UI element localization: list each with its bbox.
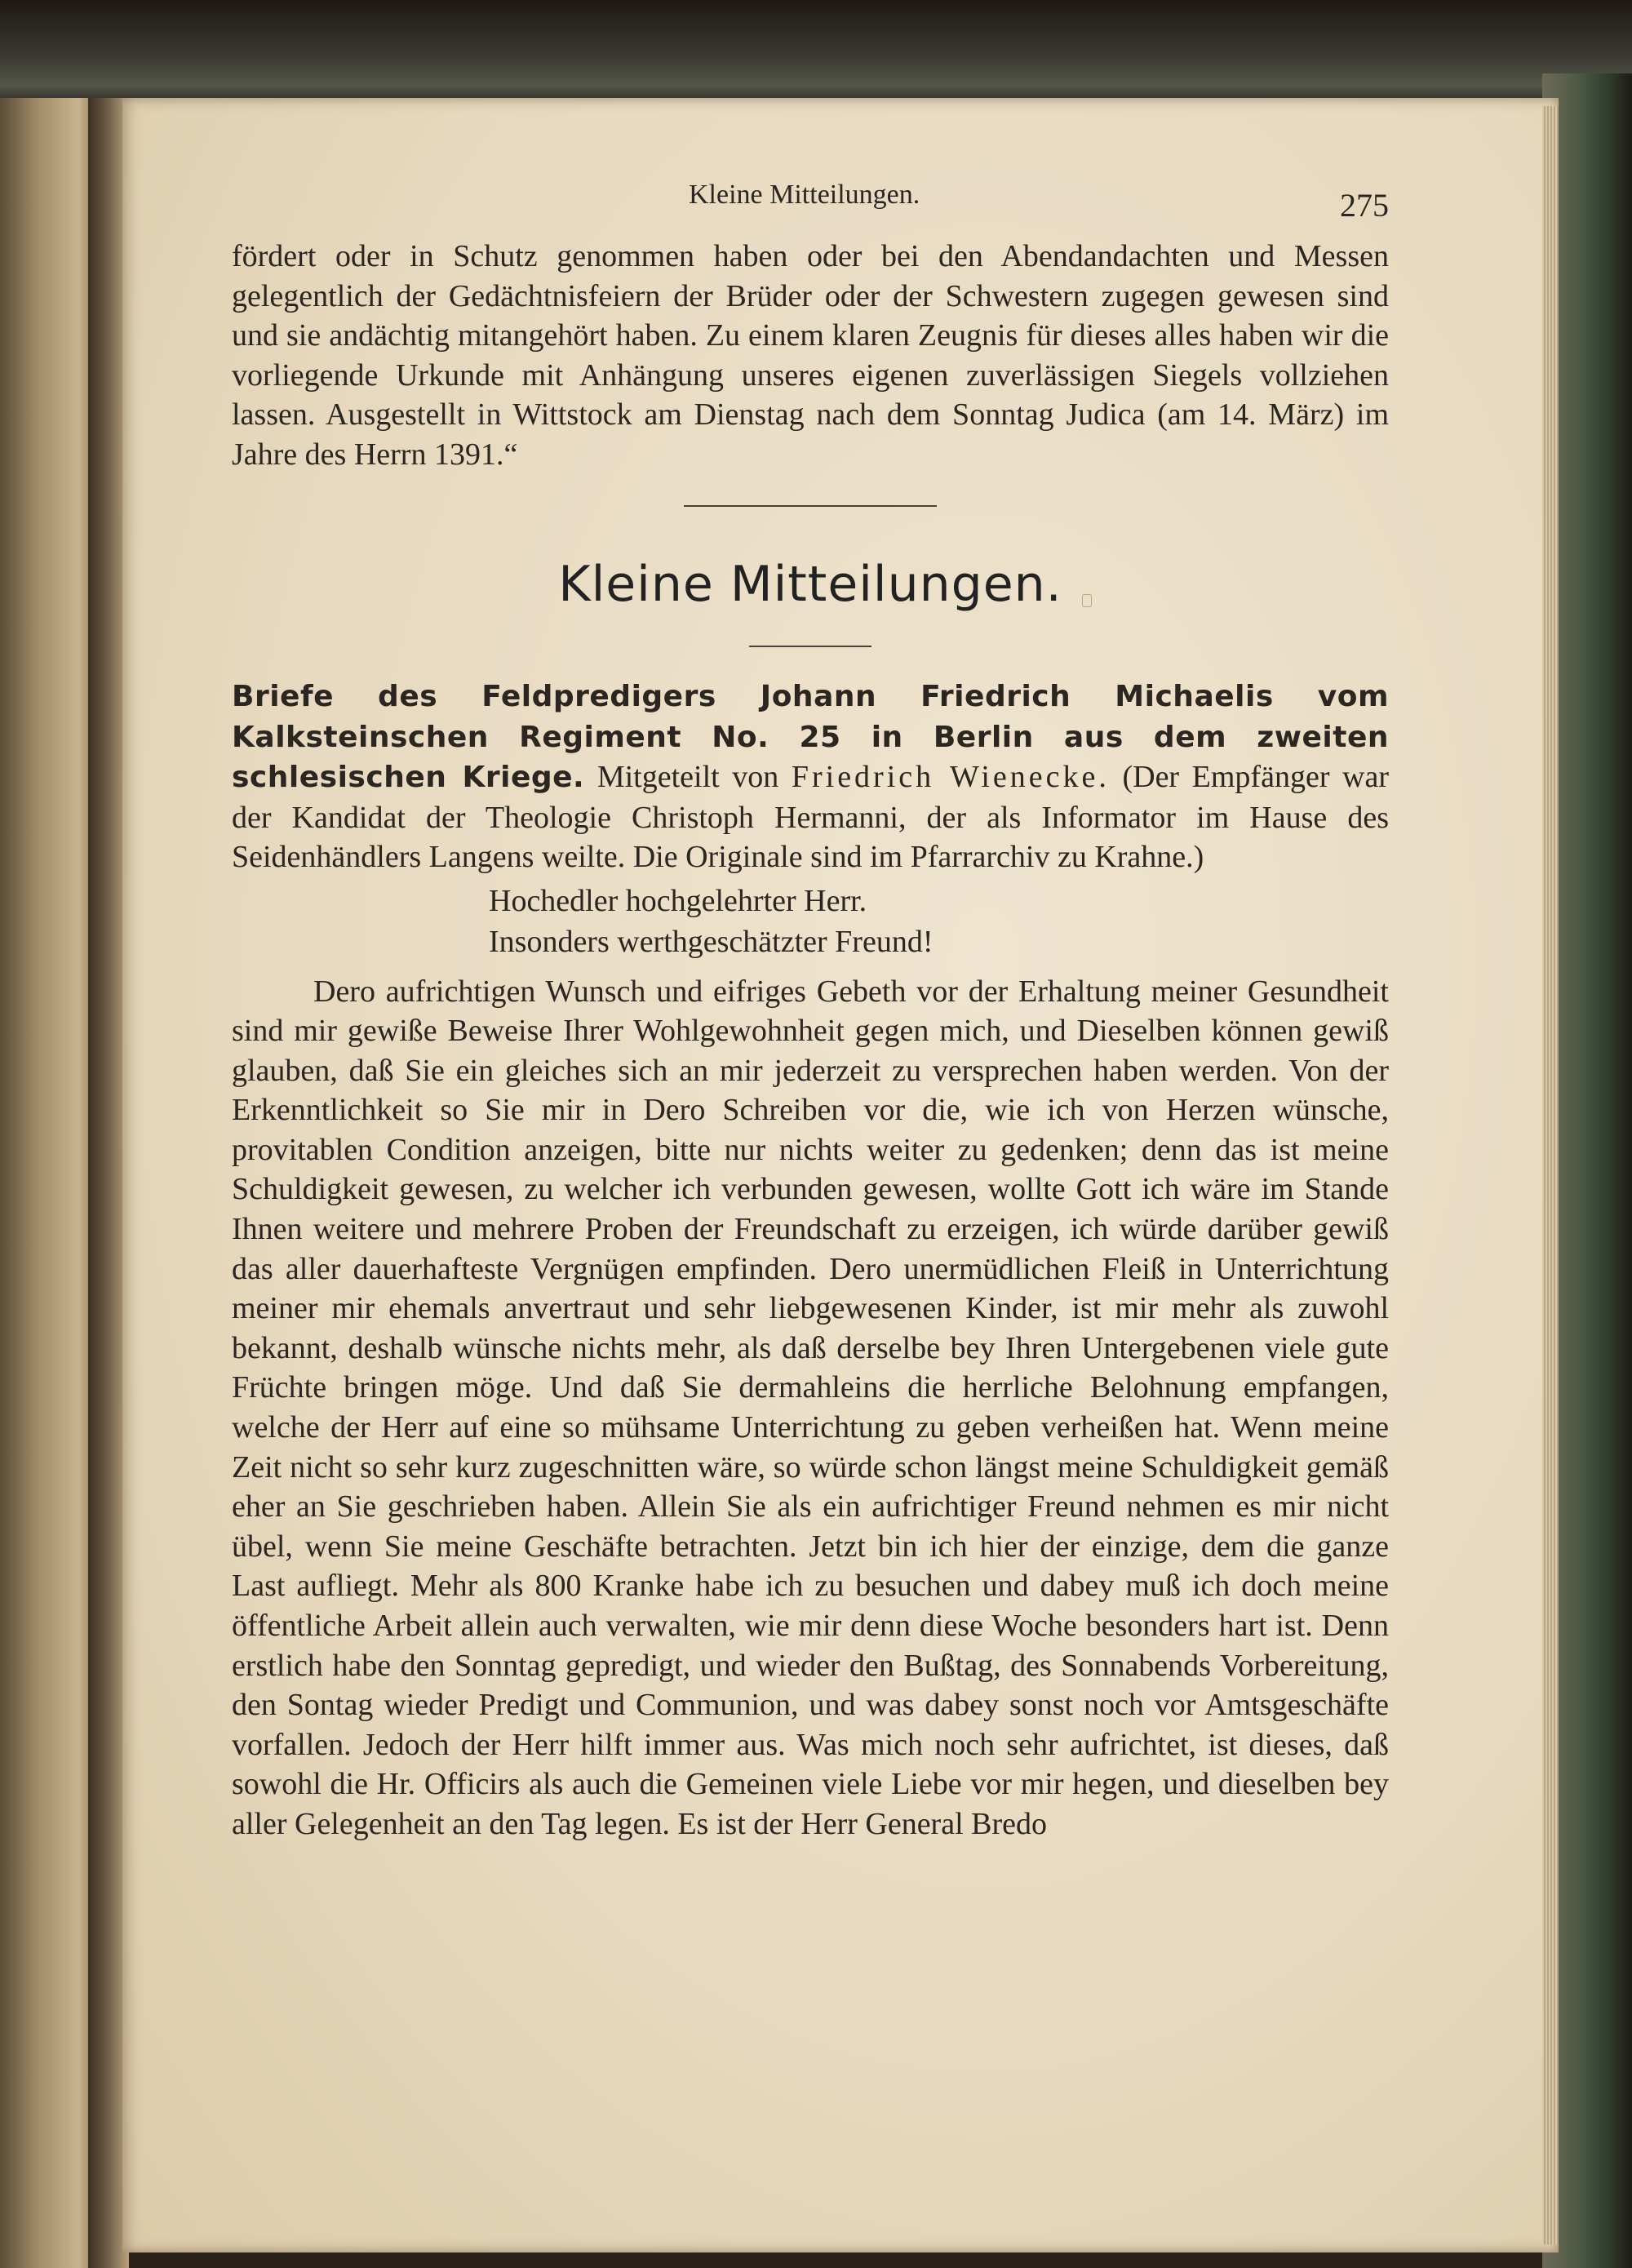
facing-page-edge [0,98,98,2268]
letter-body: Dero aufrichtigen Wunsch und eifriges Gebeth vor der Erhaltung meiner Gesundheit sind mir gewiße Beweise Ihrer Wohlgewohnheit gegen mich, und Dieselben können gewiß glauben, daß Sie ein gleiches sich an mir jederzeit zu versprechen haben werden. Von der Erkenntlichkeit so Sie mir in Dero Schreiben vor die, wie ich von Herzen wünsche, provitablen Condition anzeigen, bitte nur nichts weiter zu gedenken; denn das ist meine Schuldigkeit gewesen, zu welcher ich verbunden gewesen, wollte Gott ich wäre im Stande Ihnen weitere und mehrere Proben der Freundschaft zu erzeigen, ich würde darüber gewiß das aller dauerhafteste Vergnügen empfinden. Dero unermüdlichen Fleiß in Unterrichtung meiner mir ehemals anvertraut und sehr liebgewesenen Kinder, ist mir mehr als zuwohl bekannt, deshalb wünsche nichts mehr, als daß derselbe bey Ihren Untergebenen viele gute Früchte bringen möge. Und daß Sie dermahleins die herrliche Belohnung empfangen, welche der Herr auf eine so mühsame Unterrichtung zu geben verheißen hat. Wenn meine Zeit nicht so sehr kurz zugeschnitten wäre, so würde schon längst meine Schuldigkeit gemäß eher an Sie geschrieben haben. Allein Sie als ein aufrichtiger Freund nehmen es mir nicht übel, wenn Sie meine Geschäfte betrachten. Jetzt bin ich hier der einzige, dem die ganze Last aufliegt. Mehr als 800 Kranke habe ich zu besuchen und dabey muß ich doch meine öffentliche Arbeit allein auch verwalten, wie mir denn diese Woche besonders hart ist. Denn erstlich habe den Sonntag gepredigt, und wieder den Bußtag, des Sonnabends Vorbereitung, den Sontag wieder Predigt und Communion, und was dabey sonst noch vor Amtsgeschäfte vorfallen. Jedoch der Herr hilft immer aus. Was mich noch sehr aufrichtet, ist dieses, daß sowohl die Hr. Officirs als auch die Gemeinen viele Liebe vor mir hegen, und dieselben bey aller Gelegenheit an den Tag legen. Es ist der Herr General Bredo [232,974,1389,1841]
salutation-line-1: Hochedler hochgelehrter Herr. [489,883,867,918]
article-note: (Der Empfänger war der Kandidat der Theologie Christoph Hermanni, der als Informator im Hause des Seidenhändlers Langens weilte. Die Originale sind im Pfarrarchiv zu Krahne.) [232,760,1390,874]
article-intro [232,677,1389,877]
page-number: 275 [1340,187,1389,224]
salutation-line-2: Insonders werthgeschätzter Freund! [489,924,934,959]
communicated-by: Mitgeteilt von [596,760,779,794]
running-title: Kleine Mitteilungen. [689,180,920,210]
page-edges [1542,106,1559,2244]
article-author: Friedrich Wienecke. [791,760,1110,794]
letter-salutation [489,881,1389,962]
section-title: Kleine Mitteilungen. [558,556,1062,613]
running-head [232,171,1389,224]
section-rule [749,646,871,647]
article-headline: Briefe des Feldpredigers Johann Friedrich Michaelis vom Kalksteinschen Regiment No. 25 in Berlin aus dem zweiten schlesischen Kriege. [232,680,1389,794]
page-content [232,171,1389,1844]
book-binding-top [0,0,1632,106]
continued-paragraph: fördert oder in Schutz genommen haben oder bei den Abendandachten und Messen gelegentlich der Gedächtnisfeiern der Brüder oder der Schwestern zugegen gewesen sind und sie andächtig mitangehört haben. Zu einem klaren Zeugnis für dieses alles haben wir die vorliegende Urkunde mit Anhängung unseres eigenen zuverlässigen Siegels vollziehen lassen. Ausgestellt in Wittstock am Dienstag nach dem Sonntag Judica (am 14. März) im Jahre des Herrn 1391.“ [232,239,1389,472]
separator-rule [684,505,937,507]
